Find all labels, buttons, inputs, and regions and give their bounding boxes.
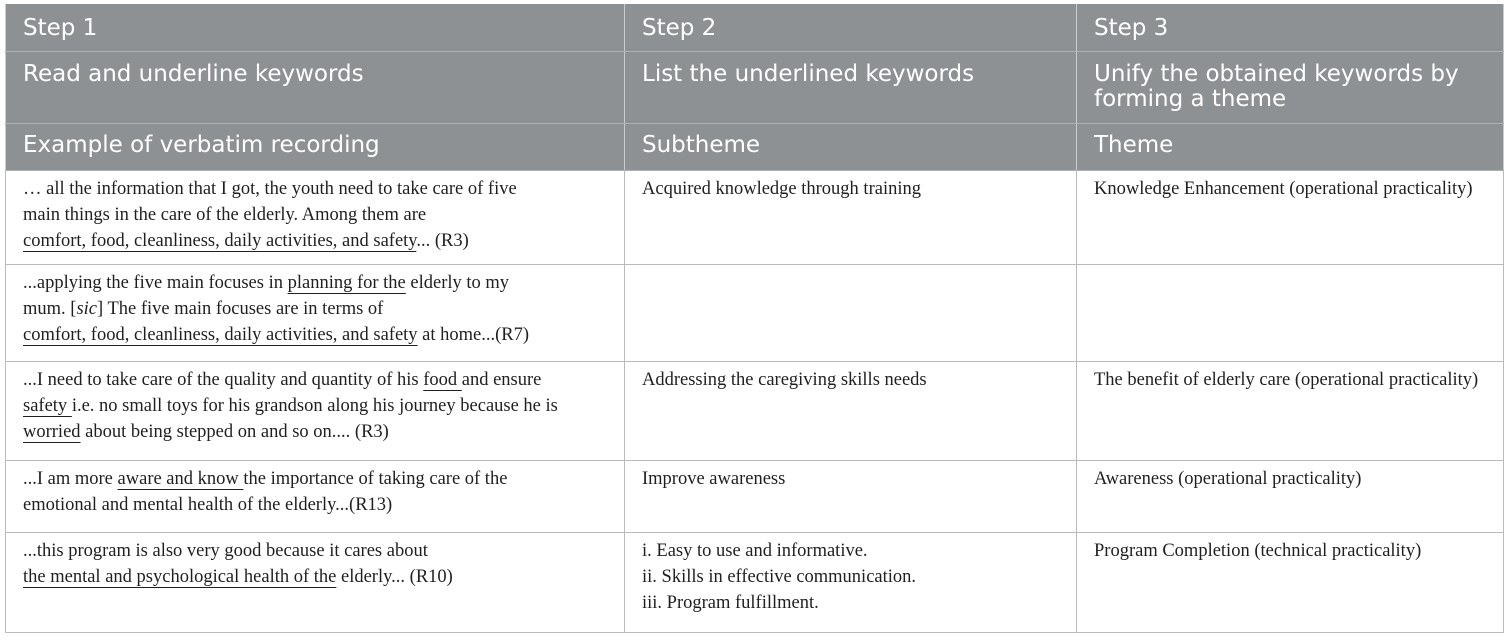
header-step-1: Step 1 <box>6 4 625 51</box>
theme-cell: The benefit of elderly care (operational practicality) <box>1077 361 1504 460</box>
theme-cell: Knowledge Enhancement (operational practicality) <box>1077 170 1504 264</box>
verbatim-cell <box>6 361 625 460</box>
header-col-verbatim: Example of verbatim recording <box>6 123 625 170</box>
header-col-theme: Theme <box>1077 123 1504 170</box>
verbatim-text: ...applying the five main focuses in <box>23 272 288 293</box>
table-row <box>6 170 1504 264</box>
verbatim-text: elderly to my <box>405 272 510 293</box>
verbatim-text: ...I need to take care of the quality and quantity of his <box>23 369 424 390</box>
verbatim-line <box>23 393 607 419</box>
verbatim-text: ... (R3) <box>416 230 469 251</box>
underlined-keyword: safety <box>23 395 72 416</box>
verbatim-line <box>23 564 607 590</box>
verbatim-line <box>23 270 607 296</box>
header-row-steps <box>6 4 1504 51</box>
subtheme-list-item: i. Easy to use and informative. <box>642 540 868 561</box>
verbatim-text: ...I am more <box>23 468 118 489</box>
verbatim-line <box>23 466 607 492</box>
verbatim-cell <box>6 460 625 532</box>
verbatim-line <box>23 322 607 348</box>
header-action-2: List the underlined keywords <box>625 51 1077 123</box>
subtheme-list-item: ii. Skills in effective communication. <box>642 566 917 587</box>
themes-table <box>5 4 1504 633</box>
header-action-3: Unify the obtained keywords by forming a theme <box>1077 51 1504 123</box>
verbatim-line <box>23 228 607 254</box>
subtheme-list-item: iii. Program fulfillment. <box>642 592 819 613</box>
subtheme-cell: Addressing the caregiving skills needs <box>625 361 1077 460</box>
theme-cell <box>1077 264 1504 361</box>
table-row <box>6 532 1504 632</box>
subtheme-cell <box>625 264 1077 361</box>
underlined-keyword: food <box>423 369 462 390</box>
underlined-keyword: planning for the <box>287 272 406 293</box>
theme-cell: Awareness (operational practicality) <box>1077 460 1504 532</box>
verbatim-text: about being stepped on and so on.... (R3) <box>80 421 389 442</box>
sic-note: sic <box>76 298 98 319</box>
verbatim-line: emotional and mental health of the elderly...(R13) <box>23 494 393 515</box>
verbatim-text: the importance of taking care of the <box>243 468 508 489</box>
underlined-keyword: comfort, food, cleanliness, daily activities, and safety <box>23 230 417 251</box>
header-row-actions <box>6 51 1504 123</box>
underlined-keyword: worried <box>23 421 81 442</box>
subtheme-cell <box>625 532 1077 632</box>
table-row <box>6 264 1504 361</box>
verbatim-text: and ensure <box>461 369 542 390</box>
subtheme-cell: Improve awareness <box>625 460 1077 532</box>
verbatim-text: i.e. no small toys for his grandson along his journey because he is <box>71 395 558 416</box>
verbatim-cell <box>6 264 625 361</box>
verbatim-line <box>23 367 607 393</box>
verbatim-text: ] The five main focuses are in terms of <box>97 298 384 319</box>
header-step-2: Step 2 <box>625 4 1077 51</box>
verbatim-text: mum. [ <box>23 298 77 319</box>
verbatim-line: … all the information that I got, the youth need to take care of five <box>23 178 517 199</box>
header-action-1: Read and underline keywords <box>6 51 625 123</box>
underlined-keyword: comfort, food, cleanliness, daily activities, and safety <box>23 324 418 345</box>
table-row <box>6 361 1504 460</box>
verbatim-cell <box>6 170 625 264</box>
underlined-keyword: the mental and psychological health of the <box>23 566 337 587</box>
header-step-3: Step 3 <box>1077 4 1504 51</box>
table-row <box>6 460 1504 532</box>
header-row-columns <box>6 123 1504 170</box>
theme-cell: Program Completion (technical practicality) <box>1077 532 1504 632</box>
subtheme-cell: Acquired knowledge through training <box>625 170 1077 264</box>
underlined-keyword: aware and know <box>117 468 244 489</box>
verbatim-line <box>23 296 607 322</box>
verbatim-line: ...this program is also very good because it cares about <box>23 540 428 561</box>
verbatim-line <box>23 419 607 445</box>
verbatim-text: elderly... (R10) <box>336 566 453 587</box>
verbatim-cell <box>6 532 625 632</box>
verbatim-line: main things in the care of the elderly. Among them are <box>23 204 427 225</box>
verbatim-text: at home...(R7) <box>417 324 530 345</box>
header-col-subtheme: Subtheme <box>625 123 1077 170</box>
